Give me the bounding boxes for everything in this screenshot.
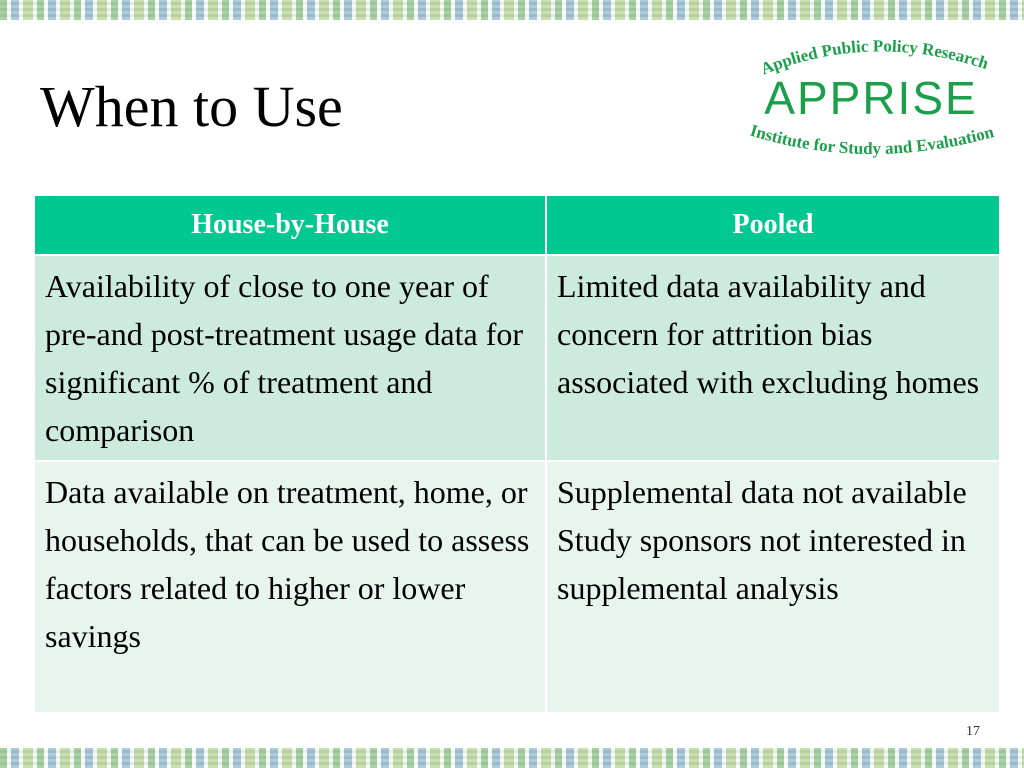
top-decorative-border [0, 0, 1024, 20]
logo-bottom-text-path: Institute for Study and Evaluation [747, 120, 996, 159]
cell-house-by-house-data-availability: Availability of close to one year of pre-and post-treatment usage data for significant % of treatment and comparison [35, 255, 546, 461]
table-header-row [35, 196, 999, 255]
comparison-table [35, 196, 999, 712]
page-number: 17 [966, 724, 980, 739]
logo-bottom-text [748, 121, 996, 158]
comparison-table-wrapper [35, 196, 999, 712]
table-row [35, 255, 999, 461]
table-row [35, 461, 999, 712]
apprise-logo [726, 30, 1016, 180]
cell-pooled-line-2: Study sponsors not interested in supplemental analysis [557, 522, 966, 606]
cell-pooled-line-1: Supplemental data not available [557, 474, 967, 510]
logo-name: APPRISE [764, 72, 978, 124]
cell-pooled-data-limits: Limited data availability and concern for attrition bias associated with excluding homes [546, 255, 999, 461]
cell-house-by-house-supplemental-data: Data available on treatment, home, or households, that can be used to assess factors related to higher or lower savings [35, 461, 546, 712]
cell-pooled-supplemental [546, 461, 999, 712]
logo-top-text-path: Applied Public Policy Research [758, 36, 991, 79]
header-house-by-house: House-by-House [35, 196, 546, 255]
slide-title: When to Use [40, 74, 343, 139]
header-pooled: Pooled [546, 196, 999, 255]
apprise-logo-graphic [726, 30, 1016, 180]
bottom-decorative-border [0, 748, 1024, 768]
